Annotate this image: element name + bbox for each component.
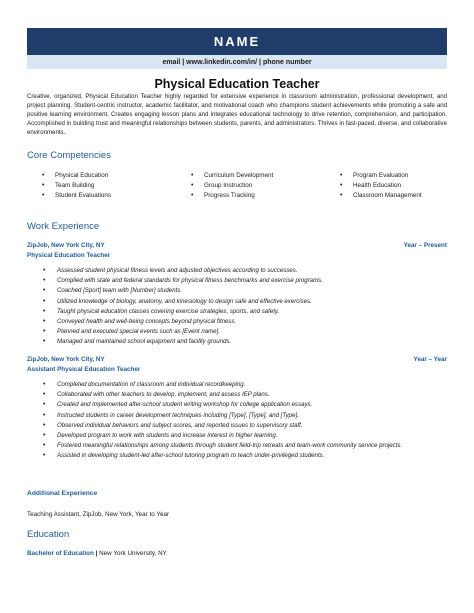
job-bullet: • Observed individual behaviors and subject scores, and reported issues to supervisory staff. — [43, 422, 447, 431]
core-competencies-heading: Core Competencies — [27, 150, 111, 161]
competency-item: • Progress Tracking — [191, 191, 273, 201]
work-experience-heading: Work Experience — [27, 221, 100, 232]
education-entry — [27, 550, 167, 557]
candidate-name: NAME — [213, 34, 261, 49]
education-heading: Education — [27, 529, 70, 540]
education-separator: | — [95, 550, 98, 557]
job-2-dates: Year – Year — [413, 356, 447, 363]
job-1-role: Physical Education Teacher — [27, 252, 111, 259]
summary-paragraph: Creative, organized, Physical Education Teacher highly regarded for extensive experience in classroom administration, professional development, and project planning. Student-centric instructor, academic facilitator, and motivational coach who champions student achievements while promoting a safe and positive learning environment. Creates engaging lesson plans and integrates educational technology to drive retention, comprehension, and participation. Accomplished in building trust and meaningful relationships between students, parents, and administrators. Thrives in fast-paced, diverse, and collaborative environments. — [27, 93, 447, 136]
job-2-bullets — [43, 381, 447, 463]
contact-info: email | www.linkedin.com/in/ | phone number — [162, 58, 312, 66]
job-2-role: Assistant Physical Education Teacher — [27, 366, 141, 373]
competencies-column-1 — [42, 171, 111, 201]
job-bullet: • Fostered meaningful relationships among students through student field-trip retreats and team-work community service projects. — [43, 442, 447, 451]
competency-item: • Program Evaluation — [340, 171, 422, 181]
job-bullet: • Utilized knowledge of biology, anatomy, and kinesiology to design safe and effective exercises. — [43, 298, 447, 307]
competency-item: • Team Building — [42, 181, 111, 191]
competency-item: • Student Evaluations — [42, 191, 111, 201]
job-title: Physical Education Teacher — [154, 77, 320, 91]
competencies-column-3 — [340, 171, 422, 201]
job-bullet: • Managed and maintained school equipment and facility grounds. — [43, 338, 447, 347]
school: New York University, NY — [99, 550, 167, 557]
competency-item: • Group Instruction — [191, 181, 273, 191]
name-banner — [27, 28, 447, 55]
job-bullet: • Taught physical education classes covering exercise strategies, sports, and safety. — [43, 308, 447, 317]
competency-item: • Curriculum Development — [191, 171, 273, 181]
competency-item: • Classroom Management — [340, 191, 422, 201]
job-bullet: • Coached [Sport] team with [Number] students. — [43, 287, 447, 296]
job-bullet: • Created and implemented after-school student writing workshop for college application essays. — [43, 401, 447, 410]
job-bullet: • Assessed student physical fitness levels and adjusted objectives according to successes. — [43, 267, 447, 276]
additional-experience-heading: Additional Experience — [27, 490, 98, 497]
degree: Bachelor of Education — [27, 550, 94, 557]
job-1-company: ZipJob, New York City, NY — [27, 242, 105, 249]
job-1-bullets — [43, 267, 447, 349]
job-bullet: • Complied with state and federal standards for physical fitness benchmarks and exercise programs. — [43, 277, 447, 286]
job-bullet: • Developed program to work with students and increase interest in higher learning. — [43, 432, 447, 441]
competencies-column-2 — [191, 171, 273, 201]
job-bullet: • Instructed students in career development techniques including [Type], [Type], and [Type]. — [43, 412, 447, 421]
job-bullet: • Planned and executed special events such as [Event name]. — [43, 328, 447, 337]
job-bullet: • Completed documentation of classroom and individual recordkeeping. — [43, 381, 447, 390]
job-1-dates: Year – Present — [403, 242, 447, 249]
additional-experience-text: Teaching Assistant, ZipJob, New York, Year to Year — [27, 511, 170, 518]
job-2-company: ZipJob, New York City, NY — [27, 356, 105, 363]
job-bullet: • Collaborated with other teachers to develop, implement, and assess IEP plans. — [43, 391, 447, 400]
job-bullet: • Conveyed health and well-being concepts beyond physical fitness. — [43, 318, 447, 327]
job-bullet: • Assisted in developing student-led after-school tutoring program to teach under-privileged students. — [43, 452, 447, 461]
competency-item: • Health Education — [340, 181, 422, 191]
competency-item: • Physical Education — [42, 171, 111, 181]
contact-banner — [27, 55, 447, 69]
